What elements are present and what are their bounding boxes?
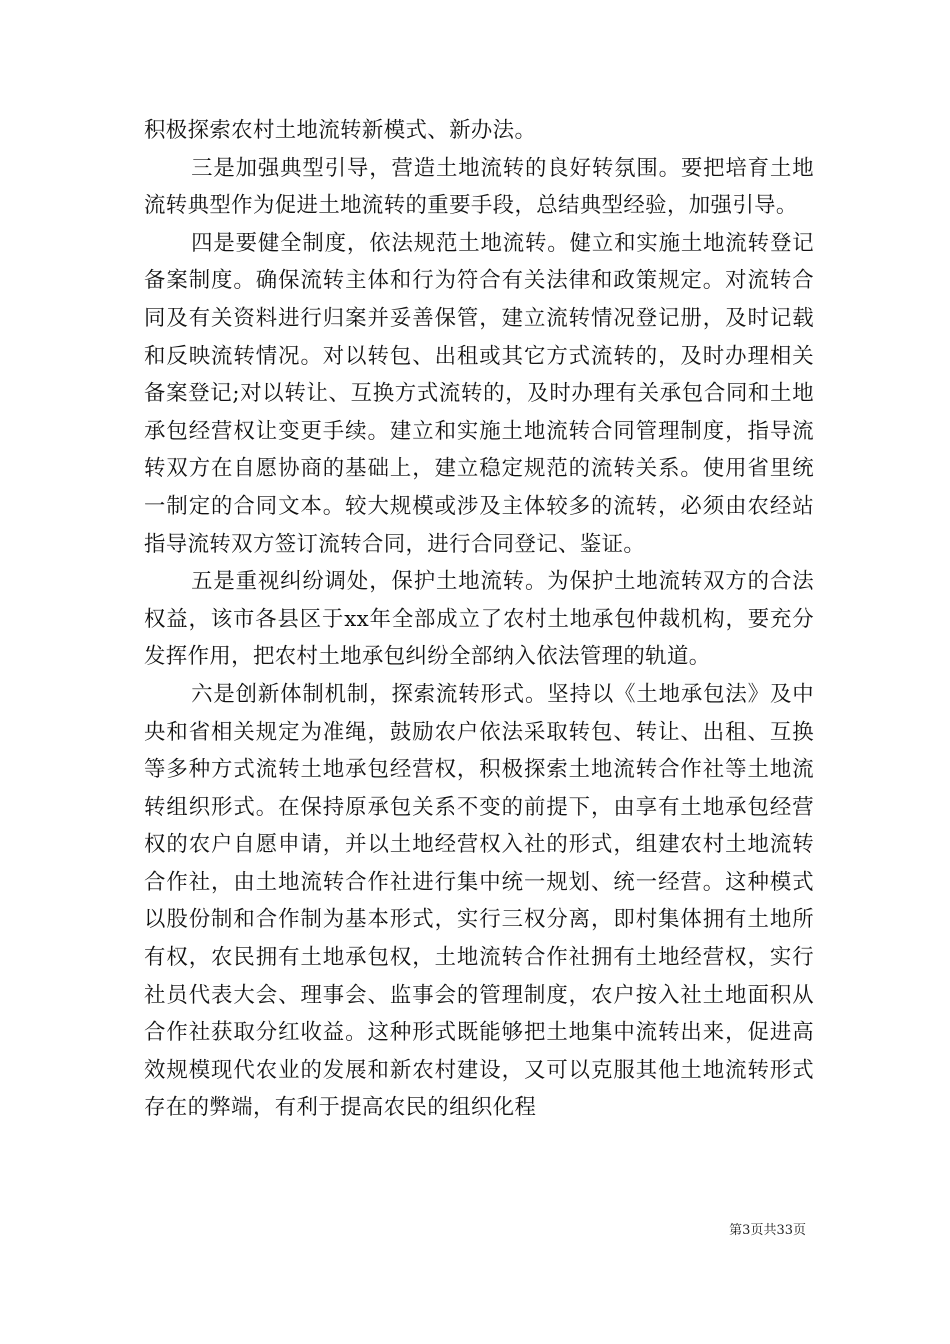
document-body [144,112,814,1127]
paragraph-continuation: 积极探索农村土地流转新模式、新办法。 [144,118,537,143]
paragraph-typical-guidance: 三是加强典型引导，营造土地流转的良好转氛围。要把培育土地流转典型作为促进土地流转的重要手段，总结典型经验，加强引导。 [144,155,814,219]
paragraph-dispute-mediation: 五是重视纠纷调处，保护土地流转。为保护土地流转双方的合法权益，该市各县区于xx年全部成立了农村土地承包仲裁机构，要充分发挥作用，把农村土地承包纠纷全部纳入依法管理的轨道。 [144,569,814,670]
page-number-footer: 第3页共33页 [729,1223,806,1238]
paragraph-system-regulation: 四是要健全制度，依法规范土地流转。健立和实施土地流转登记备案制度。确保流转主体和行为符合有关法律和政策规定。对流转合同及有关资料进行归案并妥善保管，建立流转情况登记册，及时记载和反映流转情况。对以转包、出租或其它方式流转的，及时办理相关备案登记;对以转让、互换方式流转的，及时办理有关承包合同和土地承包经营权让变更手续。建立和实施土地流转合同管理制度，指导流转双方在自愿协商的基础上，建立稳定规范的流转关系。使用省里统一制定的合同文本。较大规模或涉及主体较多的流转，必须由农经站指导流转双方签订流转合同，进行合同登记、鉴证。 [144,230,814,557]
paragraph-mechanism-innovation: 六是创新体制机制，探索流转形式。坚持以《土地承包法》及中央和省相关规定为准绳，鼓励农户依法采取转包、转让、出租、互换等多种方式流转土地承包经营权，积极探索土地流转合作社等土地流转组织形式。在保持原承包关系不变的前提下，由享有土地承包经营权的农户自愿申请，并以土地经营权入社的形式，组建农村土地流转合作社，由土地流转合作社进行集中统一规划、统一经营。这种模式以股份制和合作制为基本形式，实行三权分离，即村集体拥有土地所有权，农民拥有土地承包权，土地流转合作社拥有土地经营权，实行社员代表大会、理事会、监事会的管理制度，农户按入社土地面积从合作社获取分红收益。这种形式既能够把土地集中流转出来，促进高效规模现代农业的发展和新农村建设，又可以克服其他土地流转形式存在的弊端，有利于提高农民的组织化程 [144,681,814,1121]
